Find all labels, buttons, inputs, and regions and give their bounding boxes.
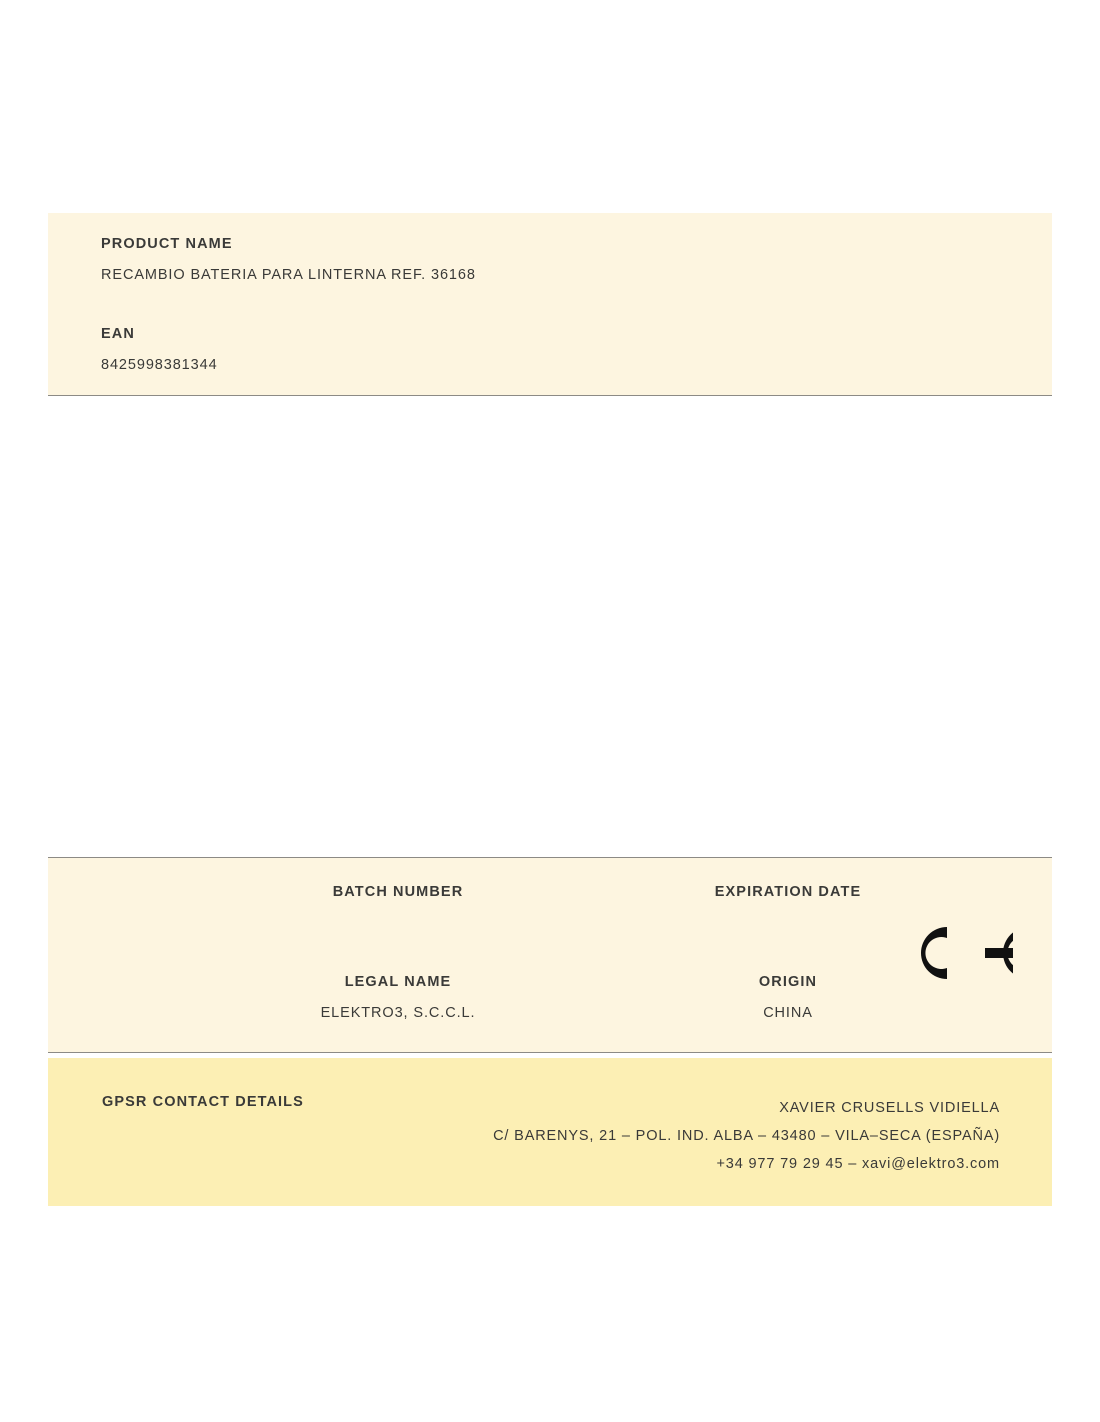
gpsr-contact-address: C/ BARENYS, 21 – POL. IND. ALBA – 43480 – VILA–SECA (ESPAÑA) [493, 1128, 1000, 1144]
product-info-block [48, 213, 1052, 396]
batch-number-label: BATCH NUMBER [332, 884, 464, 900]
gpsr-contact-block [48, 1058, 1052, 1206]
gpsr-contact-lines [493, 1094, 1000, 1178]
ce-mark-icon [903, 918, 1013, 988]
gpsr-contact-label: GPSR CONTACT DETAILS [102, 1094, 304, 1110]
legal-name-value: ELEKTRO3, S.C.C.L. [320, 1005, 476, 1021]
expiration-date-label: EXPIRATION DATE [714, 884, 862, 900]
origin-label: ORIGIN [758, 974, 818, 990]
product-name-value: RECAMBIO BATERIA PARA LINTERNA REF. 36168 [101, 267, 476, 283]
batch-legal-info-block [48, 857, 1052, 1053]
ean-value: 8425998381344 [101, 357, 218, 373]
origin-value: CHINA [763, 1005, 813, 1021]
legal-name-label: LEGAL NAME [344, 974, 452, 990]
gpsr-contact-phone-email: +34 977 79 29 45 – xavi@elektro3.com [716, 1156, 1000, 1172]
gpsr-contact-name: XAVIER CRUSELLS VIDIELLA [779, 1100, 1000, 1116]
product-name-label: PRODUCT NAME [101, 236, 233, 252]
ean-label: EAN [101, 326, 135, 342]
